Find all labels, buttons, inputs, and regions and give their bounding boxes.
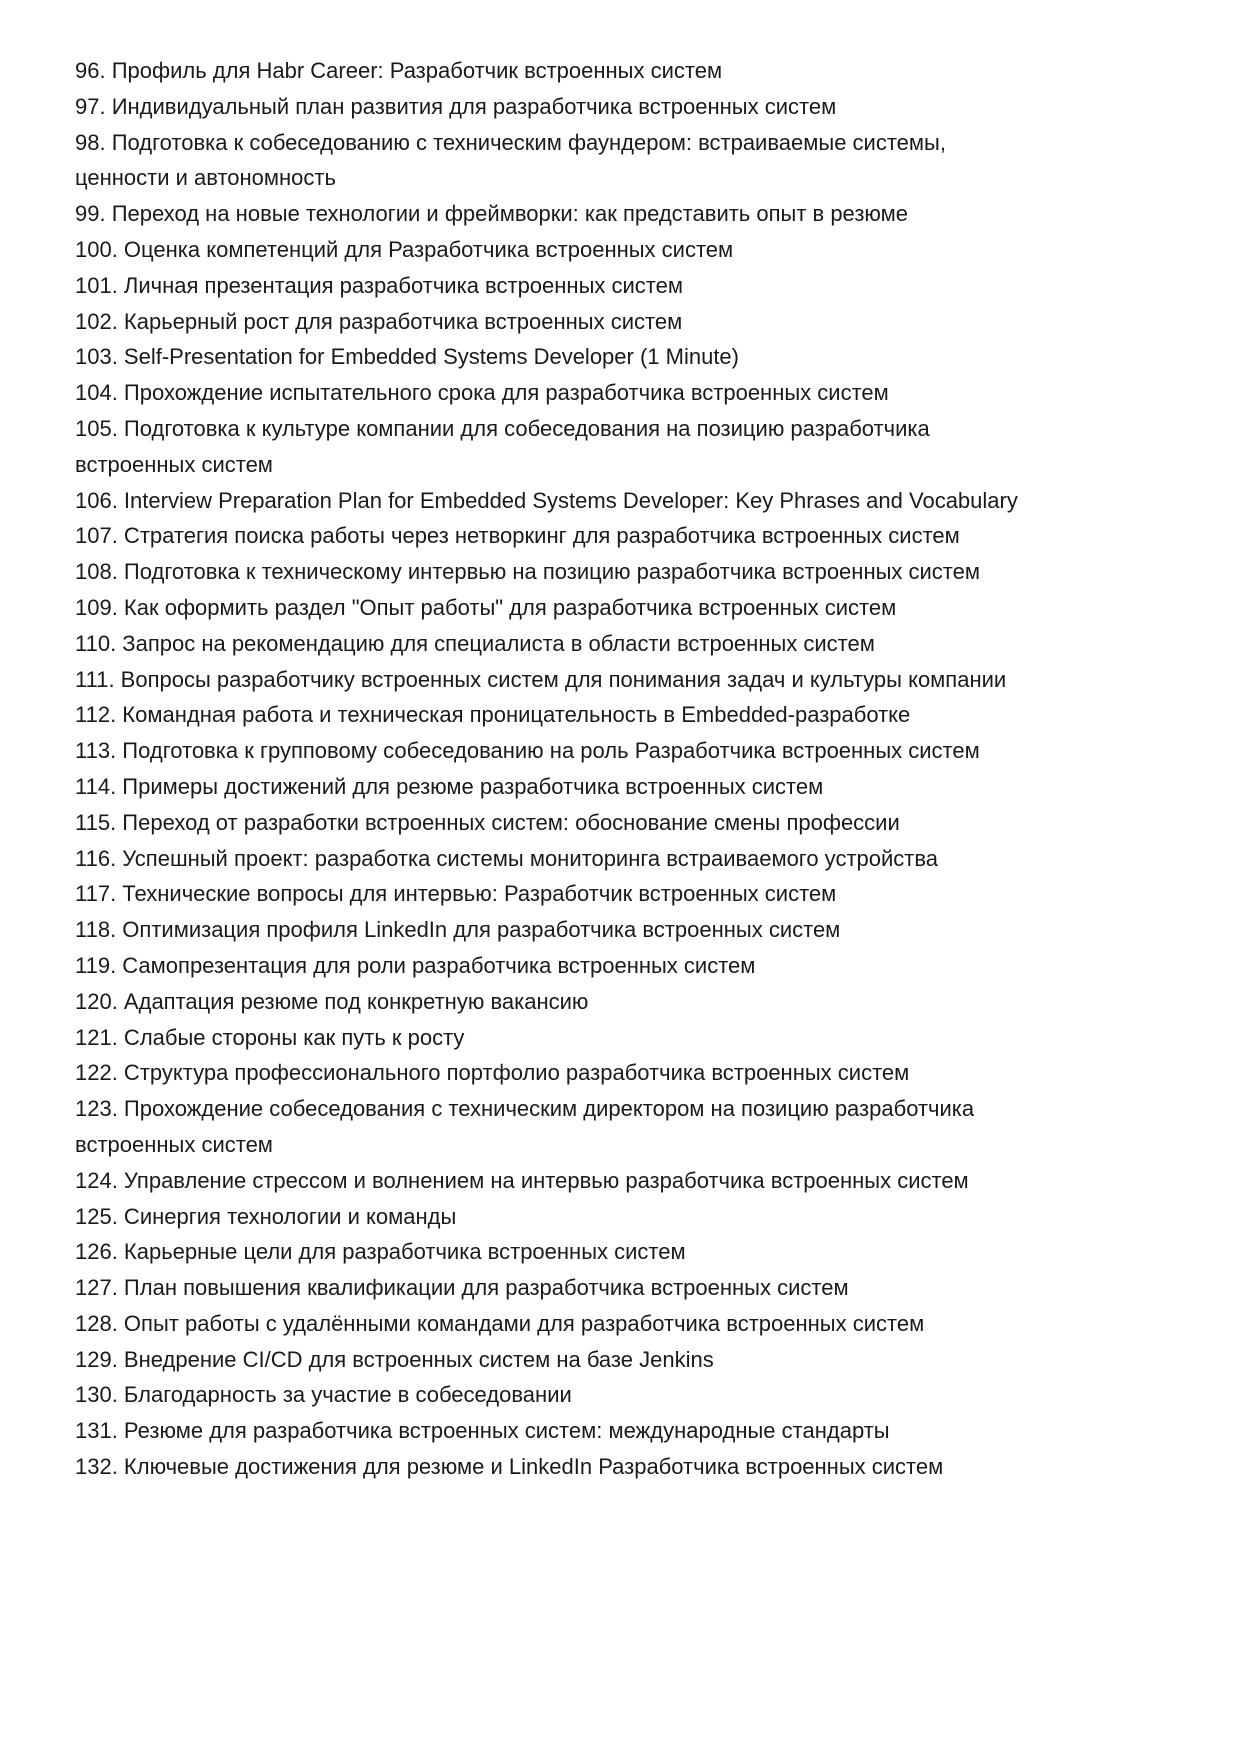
list-item: 100. Оценка компетенций для Разработчика встроенных систем xyxy=(75,236,734,262)
list-item: 124. Управление стрессом и волнением на интервью разработчика встроенных систем xyxy=(75,1167,969,1193)
list-item: 111. Вопросы разработчику встроенных систем для понимания задач и культуры компании xyxy=(75,666,1007,692)
list-item: 117. Технические вопросы для интервью: Разработчик встроенных систем xyxy=(75,881,837,907)
list-item: 96. Профиль для Habr Career: Разработчик встроенных систем xyxy=(75,58,723,83)
list-item: 121. Слабые стороны как путь к росту xyxy=(75,1024,465,1050)
list-item: 103. Self-Presentation for Embedded Systems Developer (1 Minute) xyxy=(75,344,739,370)
list-item: 130. Благодарность за участие в собеседовании xyxy=(75,1382,572,1408)
list-item: 108. Подготовка к техническому интервью на позицию разработчика встроенных систем xyxy=(75,559,980,585)
list-item: 128. Опыт работы с удалёнными командами для разработчика встроенных систем xyxy=(75,1310,925,1336)
list-item: 101. Личная презентация разработчика встроенных систем xyxy=(75,272,683,298)
list-item: 109. Как оформить раздел "Опыт работы" для разработчика встроенных систем xyxy=(75,594,897,620)
list-item: 112. Командная работа и техническая проницательность в Embedded-разработке xyxy=(75,702,911,728)
list-item: 114. Примеры достижений для резюме разработчика встроенных систем xyxy=(75,773,824,799)
list-item: 107. Стратегия поиска работы через нетворкинг для разработчика встроенных систем xyxy=(75,523,960,549)
list-item: 132. Ключевые достижения для резюме и LinkedIn Разработчика встроенных систем xyxy=(75,1454,944,1480)
list-item: 119. Самопрезентация для роли разработчика встроенных систем xyxy=(75,952,756,978)
list-item: 98. Подготовка к собеседованию с техническим фаундером: встраиваемые системы, ценности и автономность xyxy=(75,129,946,191)
list-item: 116. Успешный проект: разработка системы мониторинга встраиваемого устройства xyxy=(75,845,939,871)
list-item: 104. Прохождение испытательного срока для разработчика встроенных систем xyxy=(75,380,889,406)
list-item: 97. Индивидуальный план развития для разработчика встроенных систем xyxy=(75,93,837,119)
list-item: 125. Синергия технологии и команды xyxy=(75,1203,457,1229)
list-item: 113. Подготовка к групповому собеседованию на роль Разработчика встроенных систем xyxy=(75,738,980,764)
list-item: 118. Оптимизация профиля LinkedIn для разработчика встроенных систем xyxy=(75,917,841,943)
list-item: 99. Переход на новые технологии и фреймворки: как представить опыт в резюме xyxy=(75,201,909,227)
list-item: 120. Адаптация резюме под конкретную вакансию xyxy=(75,988,589,1014)
list-item: 129. Внедрение CI/CD для встроенных систем на базе Jenkins xyxy=(75,1346,714,1372)
list-item: 127. План повышения квалификации для разработчика встроенных систем xyxy=(75,1275,849,1301)
document-list xyxy=(75,53,1195,1485)
list-item: 131. Резюме для разработчика встроенных систем: международные стандарты xyxy=(75,1418,890,1444)
list-item: 102. Карьерный рост для разработчика встроенных систем xyxy=(75,308,683,334)
list-item: 122. Структура профессионального портфолио разработчика встроенных систем xyxy=(75,1060,910,1086)
list-item: 126. Карьерные цели для разработчика встроенных систем xyxy=(75,1239,686,1265)
list-item: 106. Interview Preparation Plan for Embedded Systems Developer: Key Phrases and Vocabulary xyxy=(75,487,1018,513)
list-item: 110. Запрос на рекомендацию для специалиста в области встроенных систем xyxy=(75,630,875,656)
list-item: 115. Переход от разработки встроенных систем: обоснование смены профессии xyxy=(75,809,900,835)
list-item: 105. Подготовка к культуре компании для собеседования на позицию разработчика встроенных систем xyxy=(75,415,930,477)
list-item: 123. Прохождение собеседования с техническим директором на позицию разработчика встроенных систем xyxy=(75,1096,975,1157)
